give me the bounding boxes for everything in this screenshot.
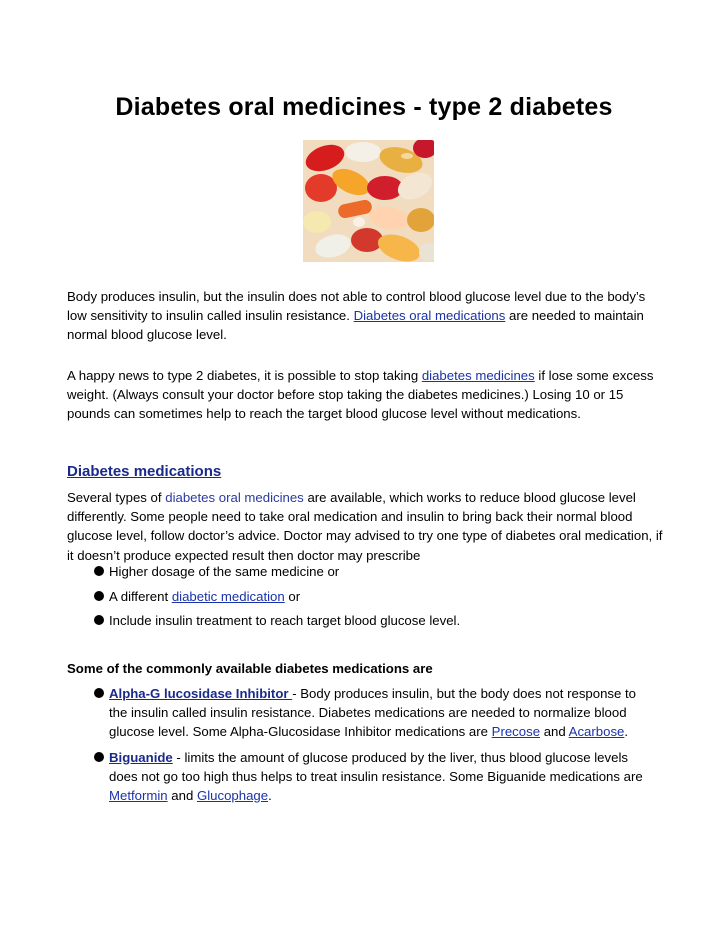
alpha-glucosidase-inhibitor-link[interactable]: Alpha-G lucosidase Inhibitor [109,686,293,701]
bullet-icon [94,566,104,576]
glucophage-link[interactable]: Glucophage [196,788,269,804]
option-text: Include insulin treatment to reach target blood glucose level. [109,613,461,629]
list-item [67,684,687,742]
list-item [67,562,687,581]
medication-description: - Body produces insulin, but the body does not response to the insulin called insulin resistance. Diabetes medications are needed to normalize blood glucose level. Some Alpha-Glucosidase Inhibitor medications are [109,686,637,740]
diabetes-medicines-link[interactable]: diabetes medicines [421,368,535,383]
bullet-icon [94,688,104,698]
conjunction-text: and [540,724,569,740]
bullet-icon [94,752,104,762]
medications-list [67,684,687,805]
precose-link[interactable]: Precose [491,724,541,740]
section-heading-diabetes-medications: Diabetes medications [67,463,222,480]
list-item [67,587,687,606]
weight-loss-text: A happy news to type 2 diabetes, it is possible to stop taking [67,368,422,383]
bullet-icon [94,591,104,601]
biguanide-link[interactable]: Biguanide [109,749,173,765]
medications-text: Several types of [67,490,166,505]
option-text: A different [109,588,172,604]
common-medications-heading: Some of the commonly available diabetes medications are [67,661,433,676]
diabetes-oral-medicines-link[interactable]: diabetes oral medicines [165,490,304,505]
conjunction-text: and [167,788,197,804]
medication-description: - limits the amount of glucose produced by the liver, thus blood glucose levels does not go too high thus helps to treat insulin resistance. Some Biguanide medications are [109,749,643,784]
medications-paragraph [67,488,667,565]
bullet-icon [94,615,104,625]
list-item [67,611,687,630]
page-title: Diabetes oral medicines - type 2 diabetes [115,93,613,121]
treatment-options-list [67,562,687,631]
weight-loss-text-end: if lose some excess weight. (Always consult your doctor before stop taking the diabetes medicines.) Losing 10 or 15 pounds can sometimes help to reach the target blood glucose level without medications. [67,368,654,422]
option-text: Higher dosage of the same medicine or [109,564,340,579]
intro-text: Body produces insulin, but the insulin does not able to control blood glucose level due to the body’s low sensitivity to insulin called insulin resistance. [67,289,646,324]
intro-text-end: are needed to maintain normal blood glucose level. [67,308,644,343]
period-text: . [268,788,272,804]
weight-loss-paragraph [67,366,667,424]
acarbose-link[interactable]: Acarbose [568,724,625,740]
option-text-end: or [284,588,301,604]
intro-paragraph [67,287,667,345]
metformin-link[interactable]: Metformin [109,788,168,804]
medications-text-end: are available, which works to reduce blood glucose level differently. Some people need to take oral medication and insulin to bring back their normal blood glucose level, follow doctor’s advice. Doctor may advised to try one type of diabetes oral medication, if it doesn’t produce expected result then doctor may prescribe [67,490,663,563]
pills-photo [303,140,434,262]
period-text: . [624,724,629,740]
pills-image [303,140,434,262]
list-item [67,748,687,806]
diabetic-medication-link[interactable]: diabetic medication [171,588,285,604]
diabetes-oral-medications-link[interactable]: Diabetes oral medications [353,308,506,324]
